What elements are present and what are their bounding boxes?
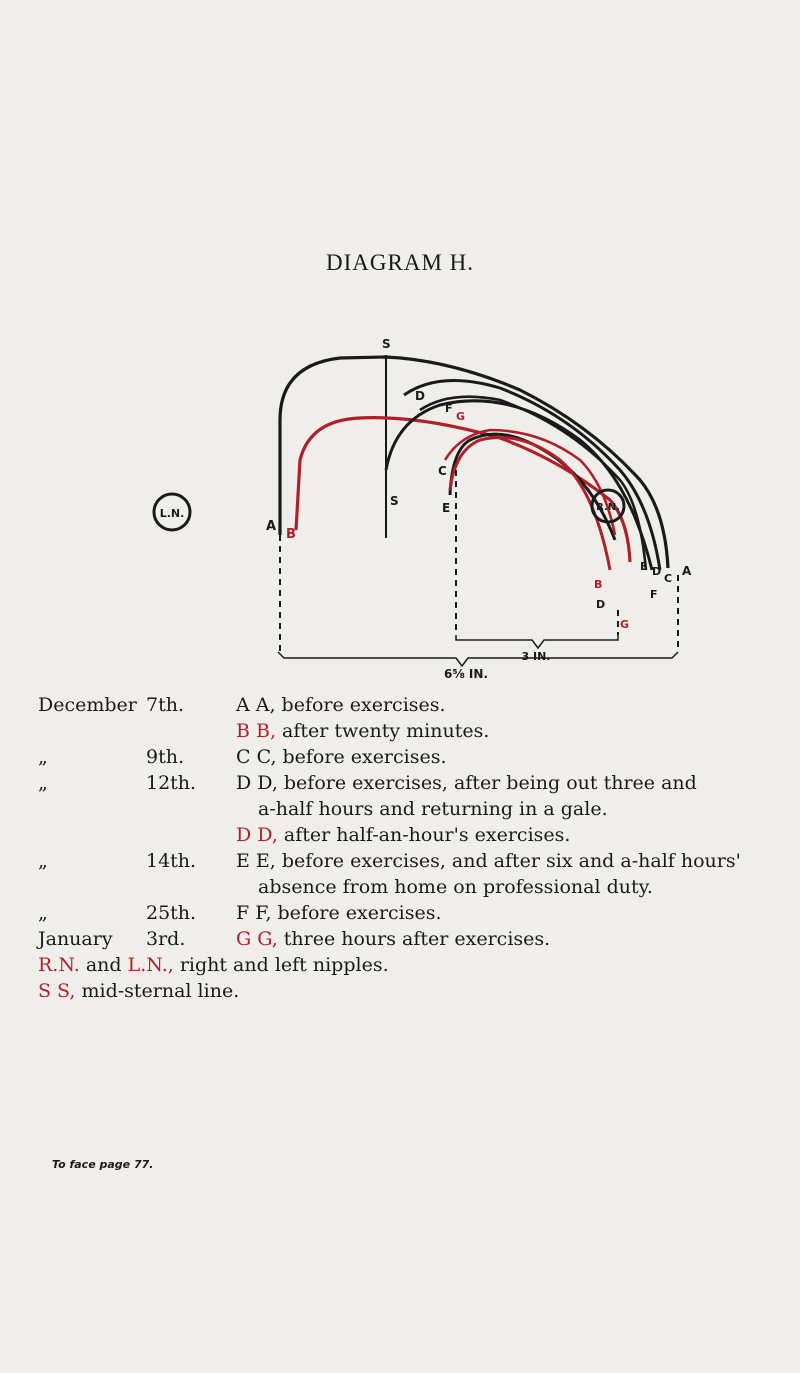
legend-code: D D, <box>236 824 278 846</box>
legend-day: 14th. <box>146 850 197 872</box>
inner-measure-brace <box>456 635 618 648</box>
legend-entry <box>38 900 778 926</box>
label-A-left: A <box>266 519 277 534</box>
legend-month: „ <box>38 850 48 872</box>
legend-text: before exercises, after being out three and <box>283 772 697 794</box>
legend-date <box>38 744 236 770</box>
footer-page-note: To face page 77. <box>52 1158 154 1171</box>
legend-note <box>38 978 778 1004</box>
legend-day: 9th. <box>146 746 184 768</box>
legend-note <box>38 952 778 978</box>
legend-code: F F, <box>236 902 272 924</box>
label-D-right: D <box>652 565 662 578</box>
legend-description <box>236 848 778 900</box>
note-code-2: L.N., <box>127 954 174 976</box>
legend-date <box>38 848 236 874</box>
legend-text: after half-an-hour's exercises. <box>283 824 571 846</box>
outer-measure-label: 6⅝ IN. <box>443 667 489 681</box>
curve-A <box>280 357 668 568</box>
legend-description <box>236 900 778 926</box>
label-E-right: E <box>640 560 648 573</box>
label-A-right: A <box>682 564 692 578</box>
legend-entry <box>38 744 778 770</box>
legend-month: „ <box>38 746 48 768</box>
legend-text: before exercises. <box>281 694 446 716</box>
legend-entry <box>38 770 778 822</box>
legend-notes <box>38 952 778 1004</box>
label-C-right: C <box>664 572 673 585</box>
legend-month: January <box>38 928 113 950</box>
label-D-top: D <box>415 389 425 403</box>
legend-description <box>236 770 778 822</box>
curve-C <box>386 401 652 570</box>
label-C-mid: C <box>438 464 447 478</box>
legend-description <box>236 926 778 952</box>
label-D-lower: D <box>596 598 606 611</box>
label-B-right: B <box>594 578 603 591</box>
curve-F <box>420 397 646 570</box>
legend-day: 7th. <box>146 694 184 716</box>
left-nipple-marker <box>154 494 190 530</box>
legend-text: before exercises, and after six and a-half hours' <box>281 850 741 872</box>
outer-measure-brace <box>278 652 678 666</box>
legend-entry <box>38 926 778 952</box>
note-text: mid-sternal line. <box>81 980 240 1002</box>
legend-description <box>236 692 778 718</box>
legend-date <box>38 770 236 796</box>
legend-code: C C, <box>236 746 277 768</box>
legend-date <box>38 926 236 952</box>
label-G-right: G <box>620 618 630 631</box>
legend-description <box>236 744 778 770</box>
note-joiner: and <box>85 954 122 976</box>
label-F-top: F <box>445 402 453 415</box>
inner-measure-label: 3 IN. <box>521 650 551 663</box>
right-nipple-label: R.N. <box>596 502 620 513</box>
legend-code: A A, <box>236 694 276 716</box>
legend-day: 12th. <box>146 772 197 794</box>
legend-day: 3rd. <box>146 928 186 950</box>
diagram-legend <box>38 692 778 1004</box>
legend-text: after twenty minutes. <box>282 720 490 742</box>
legend-code: B B, <box>236 720 277 742</box>
legend-description <box>236 718 778 744</box>
legend-code: D D, <box>236 772 278 794</box>
legend-continuation: absence from home on professional duty. <box>258 876 653 898</box>
label-S-mid: S <box>390 494 399 508</box>
legend-month: „ <box>38 772 48 794</box>
legend-entry <box>38 822 778 848</box>
legend-continuation: a-half hours and returning in a gale. <box>258 798 608 820</box>
legend-description <box>236 822 778 848</box>
legend-entry <box>38 692 778 718</box>
legend-day: 25th. <box>146 902 197 924</box>
label-G-top: G <box>456 410 466 423</box>
legend-date <box>38 692 236 718</box>
legend-entries <box>38 692 778 952</box>
legend-entry <box>38 718 778 744</box>
legend-text: before exercises. <box>277 902 442 924</box>
note-code: R.N. <box>38 954 80 976</box>
curve-G <box>450 438 610 571</box>
note-code: S S, <box>38 980 76 1002</box>
legend-code: G G, <box>236 928 278 950</box>
right-nipple-marker <box>592 490 624 522</box>
label-E-mid: E <box>442 501 451 515</box>
legend-text: before exercises. <box>282 746 447 768</box>
legend-date <box>38 900 236 926</box>
legend-month: December <box>38 694 137 716</box>
left-nipple-label: L.N. <box>159 507 185 520</box>
plate-title: DIAGRAM H. <box>326 250 474 275</box>
legend-month: „ <box>38 902 48 924</box>
label-S-top: S <box>382 337 391 351</box>
label-B-left: B <box>286 527 296 542</box>
note-text: right and left nipples. <box>179 954 389 976</box>
legend-entry <box>38 848 778 900</box>
legend-code: E E, <box>236 850 276 872</box>
legend-text: three hours after exercises. <box>283 928 551 950</box>
chest-outline-diagram <box>120 330 720 690</box>
label-F-right: F <box>650 588 658 601</box>
